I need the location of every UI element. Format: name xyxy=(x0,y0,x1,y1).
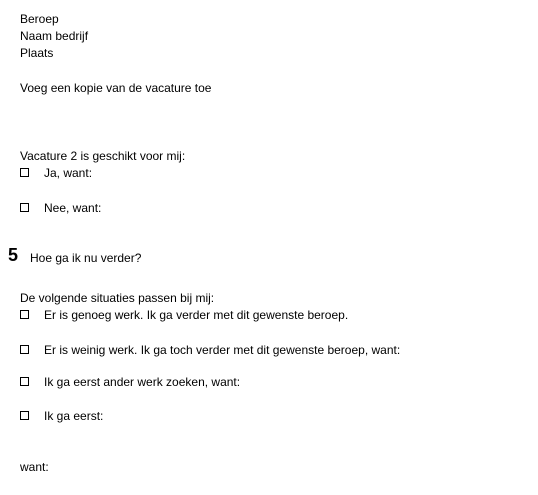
option-ja-label: Ja, want: xyxy=(44,166,93,180)
section-number: 5 xyxy=(8,245,19,265)
vacature-geschikt-question: Vacature 2 is geschikt voor mij: xyxy=(20,149,186,163)
option-ander-werk-label: Ik ga eerst ander werk zoeken, want: xyxy=(44,375,241,389)
checkbox-weinig-werk[interactable] xyxy=(20,345,29,354)
checkbox-nee[interactable] xyxy=(20,203,29,212)
field-naam-bedrijf: Naam bedrijf xyxy=(20,29,89,43)
vacature-kopie-instructie: Voeg een kopie van de vacature toe xyxy=(20,81,212,95)
checkbox-eerst[interactable] xyxy=(20,411,29,420)
option-nee-label: Nee, want: xyxy=(44,201,102,215)
field-beroep: Beroep xyxy=(20,12,59,26)
option-genoeg-werk-label: Er is genoeg werk. Ik ga verder met dit gewenste beroep. xyxy=(44,308,349,322)
section-title: Hoe ga ik nu verder? xyxy=(30,251,142,265)
option-weinig-werk-label: Er is weinig werk. Ik ga toch verder met dit gewenste beroep, want: xyxy=(44,343,401,357)
option-eerst-label: Ik ga eerst: xyxy=(44,409,104,423)
checkbox-ja[interactable] xyxy=(20,168,29,177)
checkbox-ander-werk[interactable] xyxy=(20,377,29,386)
situaties-intro: De volgende situaties passen bij mij: xyxy=(20,291,215,305)
checkbox-genoeg-werk[interactable] xyxy=(20,310,29,319)
want-label: want: xyxy=(20,460,49,474)
field-plaats: Plaats xyxy=(20,46,54,60)
